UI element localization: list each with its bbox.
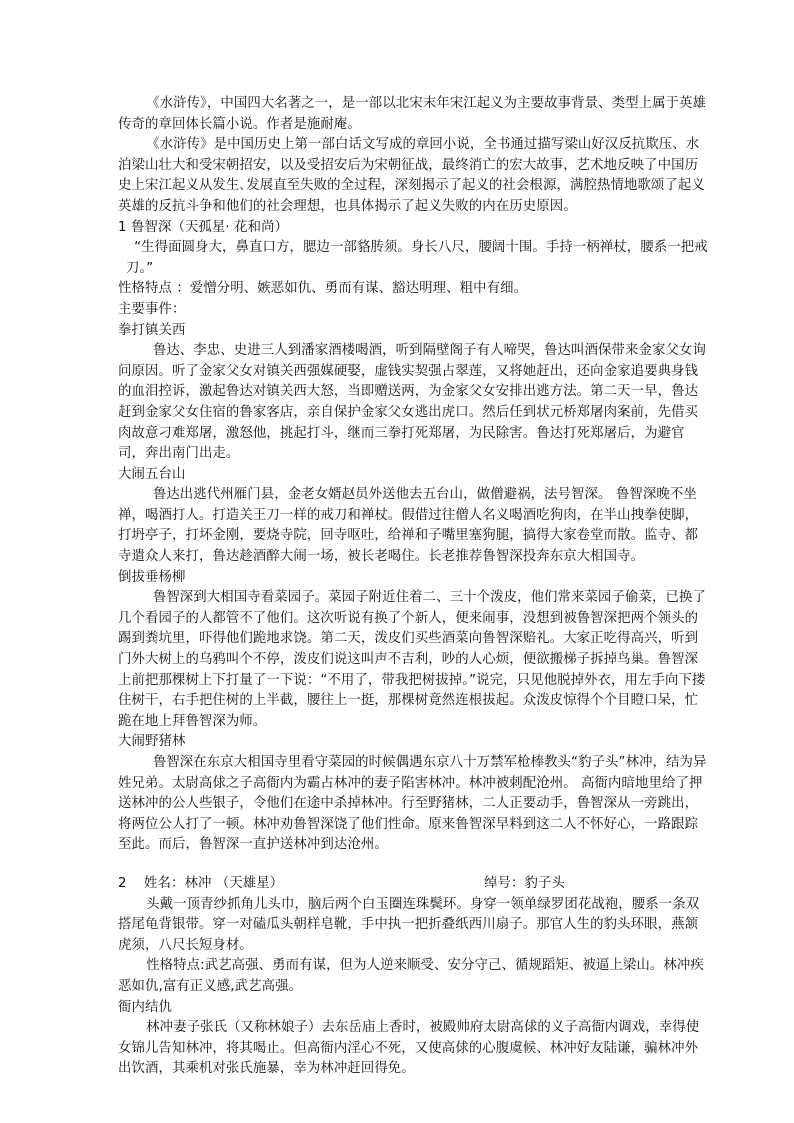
character-2-header [118, 874, 708, 895]
document-page [118, 94, 708, 1080]
intro-paragraph-1: 《水浒传》，中国四大名著之一，是一部以北宋末年宋江起义为主要故事背景、类型上属于英雄传奇的章回体长篇小说。作者是施耐庵。 [118, 96, 707, 132]
character-1-title: 1 鲁智深（天孤星· 花和尚） [118, 219, 289, 235]
character-2-number: 2 [118, 875, 127, 891]
event-text: 鲁智深到大相国寺看菜园子。菜园子附近住着二、三十个泼皮，他们常来菜园子偷菜，已换了几个看园子的人都管不了他们。这次听说有换了个新人，便来闹事，没想到被鲁智深把两个领头的踢到粪坑里，吓得他们跪地求饶。第二天，泼皮们买些酒菜向鲁智深赔礼。大家正吃得高兴，听到门外大树上的乌鸦叫个不停，泼皮们说这叫声不吉利，吵的人心烦，便欲搬梯子拆掉鸟巢。鲁智深上前把那棵树上下打量了一下说：“不用了，带我把树拔掉。”说完，只见他脱掉外衣，用左手向下搂住树干，右手把住树的上半截，腰往上一挺，那棵树竟然连根拔起。众泼皮惊得个个目瞪口呆，忙跪在地上拜鲁智深为师。 [118, 590, 706, 729]
event-text: 鲁达、李忠、史进三人到潘家酒楼喝酒，听到隔壁阁子有人啼哭，鲁达叫酒保带来金家父女询问原因。听了金家父女对镇关西强媒硬娶，虚钱实契强占翠莲，又将她赶出，还向金家追要典身钱的血泪控诉，激起鲁达对镇关西大怒，当即赠送两，为金家父女安排出逃方法。第二天一早，鲁达赶到金家父女住宿的鲁家客店，亲自保护金家父女逃出虎口。然后任到状元桥郑屠肉案前，先借买肉故意刁难郑屠，激怒他，挑起打斗，继而三拳打死郑屠，为民除害。鲁达打死郑屠后，为避官司，奔出南门出走。 [118, 343, 706, 462]
event-title: 倒拔垂杨柳 [118, 569, 186, 585]
event-title: 大闹五台山 [118, 466, 186, 482]
character-1-description: “生得面圆身大，鼻直口方，腮边一部貉䏝须。身长八尺，腰阔十围。手持一柄禅杖，腰系一把戒刀。” [126, 240, 708, 276]
character-2-name: 姓名：林冲 （天雄星） [144, 875, 284, 891]
character-2-appearance: 头戴一顶青纱抓角儿头巾，脑后两个白玉圈连珠鬓环。身穿一领单绿罗团花战袍，腰系一条双搭尾龟背银带。穿一对磕瓜头朝样皂靴，手中执一把折叠纸西川扇子。那官人生的豹头环眼，燕颔虎须，八尺长短身材。 [118, 896, 700, 953]
event-title: 大闹野猪林 [118, 734, 186, 750]
event-text: 林冲妻子张氏（又称林娘子）去东岳庙上香时，被殿帅府太尉高俅的义子高衙内调戏，幸得使女锦儿告知林冲，将其喝止。但高衙内淫心不死，又使高俅的心腹虞候、林冲好友陆谦，骗林冲外出饮酒，其乘机对张氏施暴，幸为林冲赶回得免。 [118, 1020, 700, 1077]
event-title: 拳打镇关西 [118, 322, 186, 338]
event-title: 衙内结仇 [118, 999, 172, 1015]
events-label: 主要事件： [118, 301, 186, 317]
intro-paragraph-2: 《水浒传》是中国历史上第一部白话文写成的章回小说，全书通过描写梁山好汉反抗欺压、水泊梁山壮大和受宋朝招安，以及受招安后为宋朝征战，最终消亡的宏大故事，艺术地反映了中国历史上宋江起义从发生､发展直至失败的全过程，深刻揭示了起义的社会根源，满腔热情地歌颂了起义英雄的反抗斗争和他们的社会理想，也具体揭示了起义失败的内在历史原因。 [118, 137, 705, 214]
character-2-nickname: 绰号：豹子头 [484, 875, 565, 891]
event-text: 鲁达出逃代州雁门县，金老女婿赵员外送他去五台山，做僧避祸，法号智深。 鲁智深晚不坐禅，喝酒打人。打造关王刀一样的戒刀和禅杖。假借过往僧人名义喝酒吃狗肉，在半山拽拳使脚，打坍亭子，打坏金刚，要烧寺院，回寺呕吐，给禅和子嘴里塞狗腿，搞得大家卷堂而散。监寺、都寺遣众人来打，鲁达趁酒醉大闹一场，被长老喝住。长老推荐鲁智深投奔东京大相国寺。 [118, 487, 699, 565]
character-1-traits: 性格特点 ：爱憎分明、嫉恶如仇、勇而有谋、豁达明理、粗中有细。 [118, 281, 528, 297]
event-text: 鲁智深在东京大相国寺里看守菜园的时候偶遇东京八十万禁军枪棒教头“豹子头”林冲，结为异姓兄弟。太尉高俅之子高衙内为霸占林冲的妻子陷害林冲。林冲被刺配沧州。 高衙内暗地里给了押送林冲的公人些银子，令他们在途中杀掉林冲。行至野猪林，二人正要动手，鲁智深从一旁跳出，将两位公人打了一顿。林冲劝鲁智深饶了他们性命。原来鲁智深早料到这二人不怀好心，一路跟踪至此。而后，鲁智深一直护送林冲到达沧州。 [118, 755, 707, 853]
character-2-traits: 性格特点:武艺高强、勇而有谋，但为人逆来顺受、安分守己、循规蹈矩、被逼上梁山。林冲疾恶如仇,富有正义感,武艺高强。 [118, 958, 704, 994]
